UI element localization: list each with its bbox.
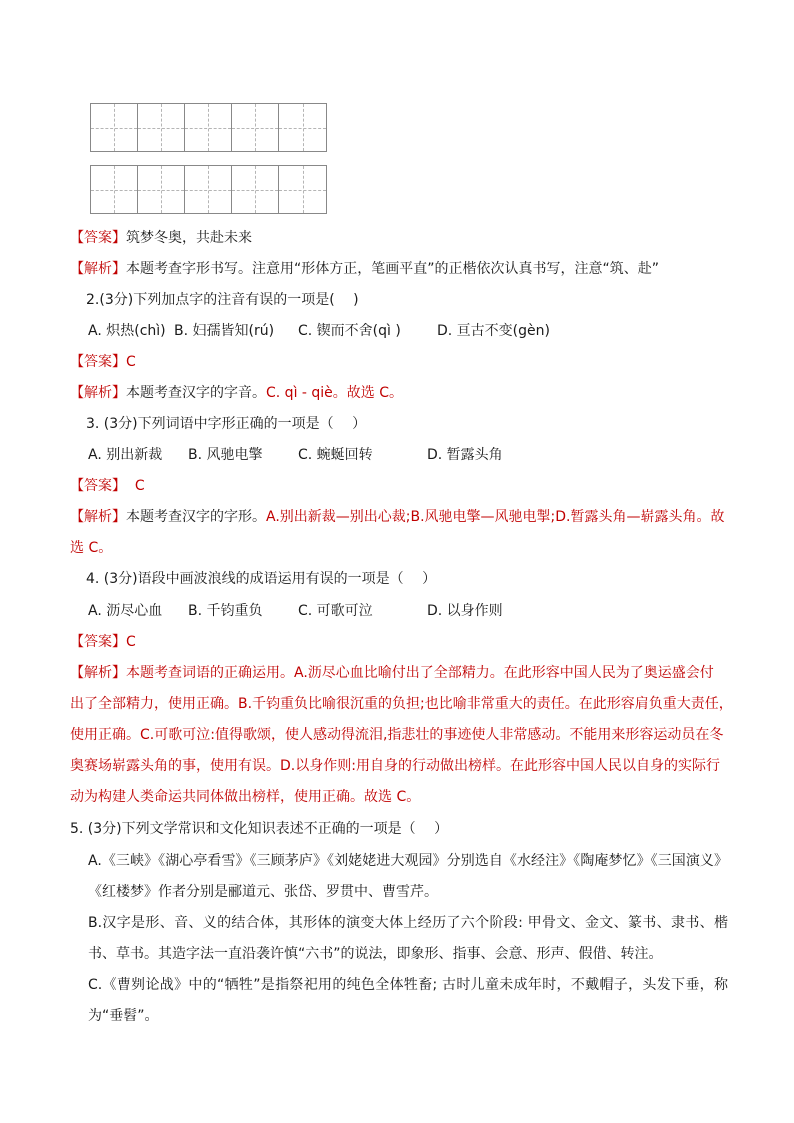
question-4-stem: 4. (3分)语段中画波浪线的成语运用有误的一项是（ ）	[86, 571, 437, 587]
grid-cell	[91, 104, 138, 151]
q4-option-d: D. 以身作则	[427, 603, 503, 619]
analysis-text: 本题考查字形书写。注意用“形体方正，笔画平直”的正楷依次认真书写，注意“筑、赴”	[126, 261, 660, 277]
grid-cell	[232, 166, 279, 213]
grid-cell	[138, 166, 185, 213]
grid-cell	[138, 104, 185, 151]
grid-cell	[185, 166, 232, 213]
answer-tag: 【答案】	[70, 354, 126, 370]
answer-3	[70, 475, 145, 497]
answer-1	[70, 227, 252, 249]
analysis-4-line-5: 动为构建人类命运共同体做出榜样，使用正确。故选 C。	[70, 789, 421, 805]
analysis-4-line-4: 奥赛场崭露头角的事，使用有误。D.以身作则:用自身的行动做出榜样。在此形容中国人民以自身的实际行	[70, 758, 720, 774]
q4-option-a: A. 沥尽心血	[88, 603, 163, 619]
analysis-4-line-2: 出了全部精力，使用正确。B.千钧重负比喻很沉重的负担;也比喻非常重大的责任。在此形容肩负重大责任，	[70, 696, 733, 712]
q5-option-a: A.《三峡》《湖心亭看雪》《三顾茅庐》《刘姥姥进大观园》分别选自《水经注》《陶庵梦忆》《三国演义》《红楼梦》作者分别是郦道元、张岱、罗贯中、曹雪芹。	[88, 853, 728, 900]
q3-option-b: B. 风驰电擎	[188, 447, 263, 463]
analysis-text: 本题考查汉字的字形。	[126, 509, 266, 525]
analysis-tag: 【解析】	[70, 261, 126, 277]
q2-option-b: B. 妇孺皆知(rú)	[174, 323, 275, 339]
grid-cell	[279, 104, 326, 151]
q2-option-d: D. 亘古不变(gèn)	[437, 323, 550, 339]
analysis-text: 本题考查词语的正确运用。A.沥尽心血比喻付出了全部精力。在此形容中国人民为了奥运盛会付	[126, 665, 714, 681]
writing-grid-row-2	[90, 165, 327, 214]
answer-tag: 【答案】	[70, 230, 126, 246]
analysis-tag: 【解析】	[70, 385, 126, 401]
writing-grid-row-1	[90, 103, 327, 152]
analysis-tag: 【解析】	[70, 665, 126, 681]
analysis-1	[70, 258, 659, 280]
answer-text: C	[126, 354, 136, 370]
analysis-detail: A.别出新裁—别出心裁;B.风驰电擎—风驰电掣;D.暂露头角—崭露头角。故	[266, 509, 725, 525]
question-2-stem: 2.(3分)下列加点字的注音有误的一项是( )	[86, 292, 359, 308]
q5-option-b: B.汉字是形、音、义的结合体，其形体的演变大体上经历了六个阶段: 甲骨文、金文、篆书、隶书、楷书、草书。其造字法一直沿袭许慎“六书”的说法，即象形、指事、会意、形声、假借、转注。	[88, 915, 728, 962]
answer-text: C	[134, 478, 145, 494]
analysis-3-line-2: 选 C。	[70, 540, 113, 556]
analysis-4-line-1	[70, 662, 714, 684]
grid-cell	[91, 166, 138, 213]
q4-option-c: C. 可歌可泣	[298, 603, 373, 619]
q4-option-b: B. 千钧重负	[188, 603, 263, 619]
analysis-detail: C. qì - qiè。故选 C。	[266, 385, 404, 401]
analysis-tag: 【解析】	[70, 509, 126, 525]
q3-option-c: C. 蜿蜒回转	[298, 447, 373, 463]
analysis-3-line-1	[70, 506, 725, 528]
answer-text: C	[126, 634, 136, 650]
q3-option-d: D. 暂露头角	[427, 447, 503, 463]
question-5-stem: 5. (3分)下列文学常识和文化知识表述不正确的一项是（ ）	[70, 821, 449, 837]
grid-cell	[232, 104, 279, 151]
answer-text: 筑梦冬奥，共赴未来	[126, 230, 252, 246]
analysis-2	[70, 382, 403, 404]
analysis-4-line-3: 使用正确。C.可歌可泣:值得歌颂，使人感动得流泪,指悲壮的事迹使人非常感动。不能用来形容运动员在冬	[70, 727, 724, 743]
question-3-stem: 3. (3分)下列词语中字形正确的一项是（ ）	[86, 416, 367, 432]
q2-option-a: A. 炽热(chì)	[88, 323, 166, 339]
grid-cell	[279, 166, 326, 213]
analysis-text: 本题考查汉字的字音。	[126, 385, 266, 401]
answer-tag: 【答案】	[70, 634, 126, 650]
answer-4	[70, 631, 136, 653]
answer-tag: 【答案】	[70, 478, 126, 494]
q5-option-c: C.《曹刿论战》中的“牺牲”是指祭祀用的纯色全体牲畜; 古时儿童未成年时，不戴帽子，头发下垂，称为“垂髫”。	[88, 977, 728, 1024]
q2-option-c: C. 锲而不舍(qì )	[298, 323, 401, 339]
q3-option-a: A. 别出新裁	[88, 447, 163, 463]
grid-cell	[185, 104, 232, 151]
answer-2	[70, 351, 136, 373]
